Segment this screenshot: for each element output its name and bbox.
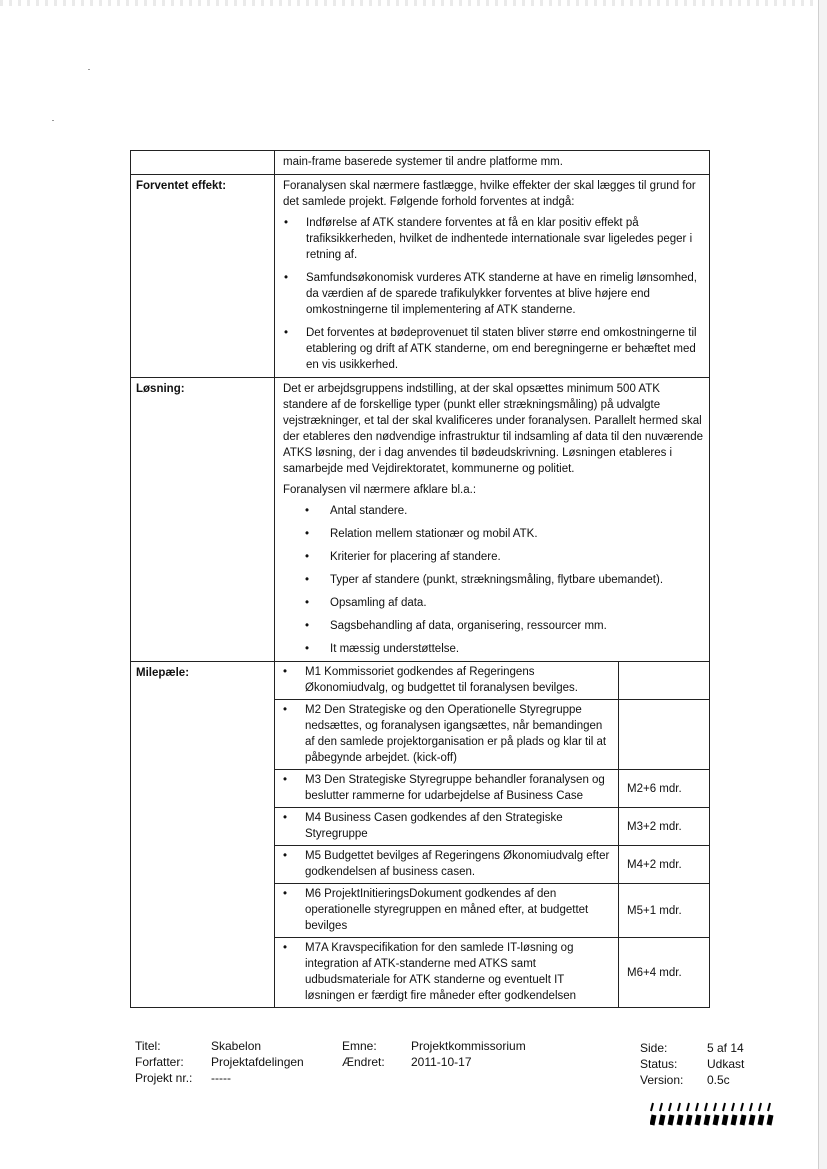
footer-aendret-label: Ændret: [342, 1055, 385, 1069]
footer-values-left [211, 1038, 304, 1086]
footer-side: 5 af 14 [707, 1041, 744, 1055]
scan-speck [88, 69, 90, 70]
row-forventet-effekt [131, 175, 710, 378]
milestone-date: M6+4 mdr. [619, 938, 710, 1008]
milestone-date: M2+6 mdr. [619, 770, 710, 808]
scan-edge-top [0, 0, 827, 6]
footer-titel-label: Titel: [135, 1039, 161, 1053]
footer-values-middle [411, 1038, 526, 1070]
milestone-text: • M2 Den Strategiske og den Operationelle Styregruppe nedsættes, og foranalysen igangsættes, når bemandingen af den samlede projektorganisation er på plads og klar til at påbegynde arbejdet. (kick-off) [283, 702, 612, 766]
footer-status-label: Status: [640, 1057, 678, 1071]
label-milepaele: Milepæle: [131, 662, 275, 1008]
forventet-intro: Foranalysen skal nærmere fastlægge, hvilke effekter der skal lægges til grund for det samlede projekt. Følgende forhold forventes at indgå: [283, 180, 696, 208]
footer-titel: Skabelon [211, 1039, 262, 1053]
milestone-text: • M1 Kommissoriet godkendes af Regeringens Økonomiudvalg, og budgettet til foranalysen bevilges. [283, 664, 612, 696]
footer-labels-left [135, 1038, 210, 1086]
footer-aendret: 2011-10-17 [411, 1055, 472, 1069]
footer-projekt-label: Projekt nr.: [135, 1071, 193, 1085]
milestone-row [275, 700, 709, 770]
milestone-text: • M5 Budgettet bevilges af Regeringens Økonomiudvalg efter godkendelsen af business casen. [283, 848, 612, 880]
losning-bullet-list [283, 503, 703, 657]
list-item: • Samfundsøkonomisk vurderes ATK standerne at have en rimelig lønsomhed, da værdien af de sparede trafikulykker forventes at blive højere end omkostningerne til implementering af ATK standerne. [283, 270, 703, 318]
milestone-date: M3+2 mdr. [619, 808, 710, 846]
barcode-mark [650, 1101, 778, 1126]
list-item: • Sagsbehandling af data, organisering, ressourcer mm. [283, 618, 703, 634]
footer-emne: Projektkommissorium [411, 1039, 526, 1053]
list-item: • Indførelse af ATK standere forventes at få en klar positiv effekt på trafiksikkerheden, hvilket de indhentede internationale svar ligeledes peger i retning af. [283, 215, 703, 263]
milestone-text: • M4 Business Casen godkendes af den Strategiske Styregruppe [283, 810, 612, 842]
milestone-date: M5+1 mdr. [619, 884, 710, 938]
losning-text: Det er arbejdsgruppens indstilling, at der skal opsættes minimum 500 ATK standere af de forskellige typer (punkt eller strækningsmåling) på udvalgte vejstrækninger, et tal der skal kvalificeres under foranalysen. Parallelt hermed skal der etableres den nødvendige infrastruktur til indsamling af data til den nuværende ATKS løsning, der i dag anvendes til bødeudskrivning. Løsningen etableres i samarbejde med Vejdirektoratet, kommunerne og politiet. [283, 383, 703, 475]
milestone-row [275, 808, 709, 846]
list-item: • Antal standere. [283, 503, 703, 519]
milestone-table [275, 662, 709, 1007]
milestone-text: • M7A Kravspecifikation for den samlede IT-løsning og integration af ATK-standerne med ATKS samt udbudsmateriale for ATK standerne og eventuelt IT løsningen er færdigt fire måneder efter godkendelsen [283, 940, 612, 1004]
footer-version: 0.5c [707, 1073, 730, 1087]
milestone-row [275, 846, 709, 884]
scan-speck [52, 120, 54, 121]
losning-intro: Foranalysen vil nærmere afklare bl.a.: [283, 484, 477, 496]
milestone-text: • M6 ProjektInitieringsDokument godkendes af den operationelle styregruppen en måned efter, at budgettet bevilges [283, 886, 612, 934]
list-item: • Typer af standere (punkt, strækningsmåling, flytbare ubemandet). [283, 572, 703, 588]
forventet-bullet-list [283, 215, 703, 373]
label-forventet-effekt: Forventet effekt: [131, 175, 275, 378]
row-losning [131, 378, 710, 662]
scan-edge-right [818, 0, 827, 1169]
value-losning [275, 378, 710, 662]
list-item: • Opsamling af data. [283, 595, 703, 611]
label-losning: Løsning: [131, 378, 275, 662]
list-item: • Relation mellem stationær og mobil ATK. [283, 526, 703, 542]
footer-emne-label: Emne: [342, 1039, 377, 1053]
milestone-text: • M3 Den Strategiske Styregruppe behandler foranalysen og beslutter rammerne for udarbejdelse af Business Case [283, 772, 612, 804]
row-milepaele [131, 662, 710, 1008]
footer-labels-middle [342, 1038, 385, 1070]
footer-forfatter-label: Forfatter: [135, 1055, 184, 1069]
value-milepaele [275, 662, 710, 1008]
footer-labels-right [640, 1040, 683, 1088]
milestone-row [275, 938, 709, 1008]
value-forventet-effekt [275, 175, 710, 378]
list-item: • Det forventes at bødeprovenuet til staten bliver større end omkostningerne til etablering og drift af ATK standerne, om end beregningerne er behæftet med en vis usikkerhed. [283, 325, 703, 373]
footer-status: Udkast [707, 1057, 745, 1071]
document-table [130, 150, 710, 1008]
footer-forfatter: Projektafdelingen [211, 1055, 304, 1069]
list-item: • Kriterier for placering af standere. [283, 549, 703, 565]
footer-projekt: ----- [211, 1071, 231, 1085]
milestone-date: M4+2 mdr. [619, 846, 710, 884]
milestone-date [619, 662, 710, 700]
list-item: • It mæssig understøttelse. [283, 641, 703, 657]
footer-values-right [707, 1040, 744, 1088]
milestone-row [275, 662, 709, 700]
footer-side-label: Side: [640, 1041, 668, 1055]
milestone-row [275, 884, 709, 938]
continuation-row [131, 151, 710, 175]
milestone-row [275, 770, 709, 808]
milestone-date [619, 700, 710, 770]
continuation-text: main-frame baserede systemer til andre platforme mm. [275, 151, 710, 175]
footer-version-label: Version: [640, 1073, 684, 1087]
